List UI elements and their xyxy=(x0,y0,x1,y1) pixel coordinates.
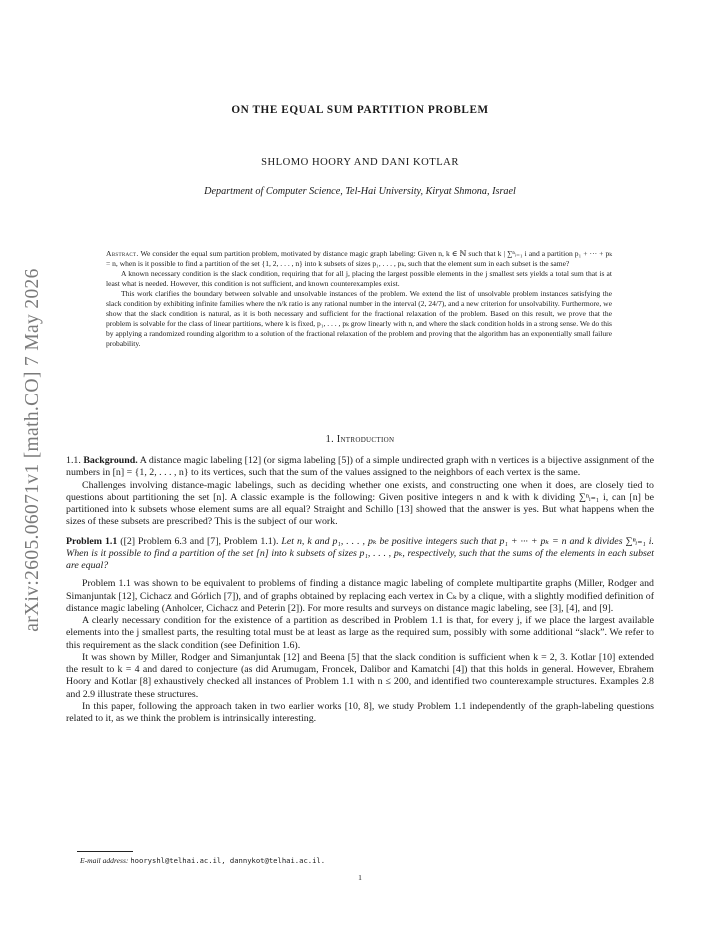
abstract-paragraph-2: A known necessary condition is the slack condition, requiring that for all j, placing the largest possible elements in the j smallest sets yields a total sum that is at least what is needed. However, this condition is not sufficient, and known counterexamples exist. xyxy=(106,269,612,289)
abstract-heading: Abstract. xyxy=(106,249,139,258)
abstract xyxy=(106,249,612,349)
body-text-1: A distance magic labeling [12] (or sigma labeling [5]) of a simple undirected graph with n vertices is a bijective assignment of the numbers in [n] = {1, 2, . . . , n} to its vertices, such that the sum of the values assigned to the neighbors of each vertex is the same. xyxy=(66,455,654,479)
body-paragraph-3: Problem 1.1 was shown to be equivalent to problems of finding a distance magic labeling of complete multipartite graphs (Miller, Rodger and Simanjuntak [12], Cichacz and Górlich [7]), and of graphs obtained by replacing each vertex in Cₖ by a clique, with a slightly modified definition of distance magic labeling (Anholcer, Cichacz and Peterin [2]). For more results and surveys on distance magic labeling, see [3], [4], and [9]. xyxy=(66,578,654,614)
background-paragraph xyxy=(66,455,654,480)
author-affiliation: Department of Computer Science, Tel-Hai University, Kiryat Shmona, Israel xyxy=(204,186,516,197)
abstract-paragraph-1 xyxy=(106,249,612,269)
page-number: 1 xyxy=(358,873,362,882)
footnote-email xyxy=(80,856,325,865)
subsection-heading: Background. xyxy=(83,455,138,466)
footnote-rule xyxy=(77,851,133,852)
paper-authors: SHLOMO HOORY AND DANI KOTLAR xyxy=(261,157,459,168)
body-paragraph-6: In this paper, following the approach taken in two earlier works [10, 8], we study Problem 1.1 independently of the graph-labeling questions related to it, as we think the problem is intrinsically interesting. xyxy=(66,700,654,724)
body-paragraph-5: It was shown by Miller, Rodger and Simanjuntak [12] and Beena [5] that the slack condition is sufficient when k = 2, 3. Kotlar [10] extended the result to k = 4 and dared to conjecture (as did Arumugam, Froncek, Dalibor and Kamatchi [4]) that this holds in general. However, Ebrahem Hoory and Kotlar [8] exhaustively checked all instances of Problem 1.1 with n ≤ 200, and identified two counterexample structures. Examples 2.8 and 2.9 illustrate these structures. xyxy=(66,651,654,700)
problem-statement xyxy=(66,536,654,573)
body-paragraph-2: Challenges involving distance-magic labelings, such as deciding whether one exists, and constructing one when it does, are closely tied to questions about partitioning the set [n]. A classic example is the following: Given positive integers n and k with k dividing ∑ⁿᵢ₌₁ i, can [n] be partitioned into k subsets whose element sums are all equal? Straight and Schillo [13] showed that the answer is yes. But what happens when the sizes of these subsets are prescribed? This is the subject of our work. xyxy=(66,479,654,528)
abstract-text-1: We consider the equal sum partition problem, motivated by distance magic graph labeling: Given n, k ∈ ℕ such that k | ∑ⁿᵢ₌₁ i and a partition p₁ + ··· + pₖ = n, when is it possible to find a partition of the set {1, 2, . . . , n} into k subsets of sizes p₁, . . . , pₖ, such that the element sum in each subset is the same? xyxy=(106,249,612,269)
abstract-paragraph-3: This work clarifies the boundary between solvable and unsolvable instances of the problem. We extend the list of unsolvable problem instances satisfying the slack condition by exhibiting infinite families where the n/k ratio is any rational number in the interval (2, 24/7), and a new criterion for unsolvability. Furthermore, we show that the slack condition is natural, as it is both necessary and sufficient for the fractional relaxation of the problem. Based on this result, we prove that the problem is solvable for the class of linear partitions, where k is fixed, p₁, . . . , pₖ grow linearly with n, and where the slack condition holds in a strong sense. We do this by applying a randomized rounding algorithm to a solution of the fractional relaxation of the problem and proving that the algorithm has an exponentially small failure probability. xyxy=(106,289,612,349)
email-addresses: hooryshl@telhai.ac.il, dannykot@telhai.ac.il. xyxy=(130,856,326,865)
problem-reference: ([2] Problem 6.3 and [7], Problem 1.1). xyxy=(120,535,279,547)
main-body xyxy=(66,455,654,725)
arxiv-identifier: arXiv:2605.06071v1 [math.CO] 7 May 2026 xyxy=(22,268,43,632)
subsection-number: 1.1. xyxy=(66,455,81,466)
body-paragraph-4: A clearly necessary condition for the existence of a partition as described in Problem 1.1 is that, for every j, if we place the largest available elements into the j smallest parts, the resulting total must be at least as large as the required sum, possibly with some additional “slack”. We refer to this requirement as the slack condition (see Definition 1.6). xyxy=(66,615,654,651)
paper-title: ON THE EQUAL SUM PARTITION PROBLEM xyxy=(231,104,489,116)
section-heading: 1. Introduction xyxy=(325,434,395,445)
arxiv-sidebar-stamp xyxy=(18,245,48,655)
email-label: E-mail address: xyxy=(80,856,129,865)
problem-heading: Problem 1.1 xyxy=(66,535,118,547)
problem-text: Let n, k and p₁, . . . , pₖ be positive integers such that p₁ + ··· + pₖ = n and k divides ∑ⁿᵢ₌₁ i. When is it possible to find a partition of the set [n] into k subsets of sizes p₁, . . . , pₖ, respectively, such that the sums of the elements in each subset are equal? xyxy=(66,535,655,571)
